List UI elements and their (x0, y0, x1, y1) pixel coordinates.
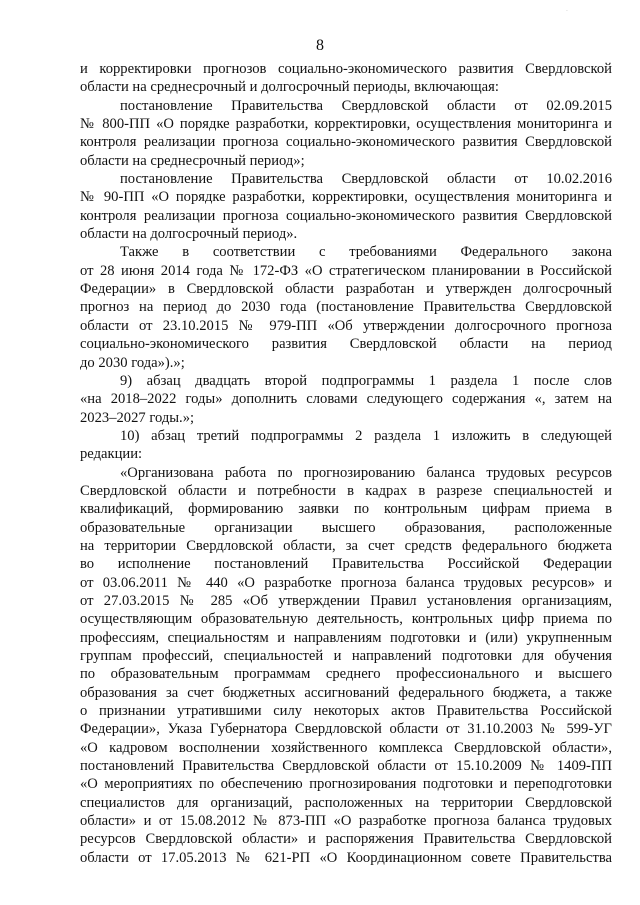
text-line: постановление Правительства Свердловской области от 02.09.2015 (120, 97, 612, 114)
text-line: постановлений Правительства Свердловской области от 15.10.2009 № 1409-ПП (80, 758, 612, 775)
text-line: области на среднесрочный период»; (80, 152, 305, 169)
text-line: области на долгосрочный период». (80, 226, 298, 243)
text-line: ресурсов Свердловской области» и распоряжения Правительства Свердловской (80, 831, 612, 848)
text-line: области на среднесрочный и долгосрочный периоды, включающая: (80, 79, 499, 96)
text-line: Также в соответствии с требованиями Федерального закона (120, 244, 612, 261)
text-line: во исполнение постановлений Правительства Российской Федерации (80, 556, 612, 573)
text-line: образовательные организации высшего образования, расположенные (80, 519, 612, 536)
text-line: области от 23.10.2015 № 979-ПП «Об утверждении долгосрочного прогноза (80, 317, 612, 334)
corner-mark: . (566, 6, 568, 13)
text-line: прогноз на период до 2030 года (постановление Правительства Свердловской (80, 299, 612, 316)
text-line: постановление Правительства Свердловской области от 10.02.2016 (120, 171, 612, 188)
text-line: и корректировки прогнозов социально-экономического развития Свердловской (80, 61, 612, 77)
page-number: 8 (316, 37, 324, 54)
text-line: квалификаций, формированию заявки по контрольным цифрам приема в (80, 501, 612, 518)
text-line: № 90-ПП «О порядке разработки, корректировки, осуществления мониторинга и (80, 189, 612, 206)
text-line: контроля реализации прогноза социально-экономического развития Свердловской (80, 134, 612, 151)
text-line: на территории Свердловской области, за счет средств федерального бюджета (80, 537, 612, 554)
text-line: Свердловской области и потребности в кадрах в разрезе специальностей и (80, 482, 612, 499)
text-line: от 27.03.2015 № 285 «Об утверждении Правил установления организациям, (80, 592, 612, 609)
text-line: «О мероприятиях по обеспечению прогнозирования подготовки и переподготовки (80, 776, 612, 793)
text-line: социально-экономического развития Свердловской области на период (80, 336, 612, 353)
text-line: по образовательным программам среднего профессионального и высшего (80, 666, 612, 683)
text-line: группам профессий, специальностей и направлений подготовки для обучения (80, 648, 612, 664)
text-line: редакции: (80, 446, 143, 463)
text-line: 10) абзац третий подпрограммы 2 раздела 1 изложить в следующей (120, 427, 612, 444)
text-line: Федерации», Указа Губернатора Свердловской области от 31.10.2003 № 599-УГ (80, 721, 612, 738)
text-line: от 28 июня 2014 года № 172-ФЗ «О стратегическом планировании в Российской (80, 262, 612, 279)
text-line: специалистов для организаций, расположенных на территории Свердловской (80, 794, 612, 811)
document-body (80, 60, 612, 867)
text-line: 2023–2027 годы.»; (80, 409, 195, 426)
text-line: области» и от 15.08.2012 № 873-ПП «О разработке прогноза баланса трудовых (80, 813, 612, 830)
text-line: «на 2018–2022 годы» дополнить словами следующего содержания «, затем на (80, 391, 612, 408)
text-line: № 800-ПП «О порядке разработки, корректировки, осуществления мониторинга и (80, 116, 612, 133)
text-line: профессиям, специальностям и направлениям подготовки и (или) укрупненным (80, 629, 612, 646)
text-line: 9) абзац двадцать второй подпрограммы 1 раздела 1 после слов (120, 372, 612, 389)
text-line: до 2030 года»).»; (80, 354, 185, 371)
text-line: от 03.06.2011 № 440 «О разработке прогноза баланса трудовых ресурсов» и (80, 574, 612, 591)
text-line: образования за счет бюджетных ассигнований федерального бюджета, а также (80, 684, 612, 701)
text-line: осуществляющим образовательную деятельность, контрольных цифр приема по (80, 611, 612, 628)
text-line: Федерации» в Свердловской области разработан и утвержден долгосрочный (80, 281, 612, 298)
text-line: «О кадровом восполнении хозяйственного комплекса Свердловской области», (80, 739, 612, 756)
text-line: «Организована работа по прогнозированию баланса трудовых ресурсов (120, 464, 612, 481)
text-line: о признании утратившими силу некоторых актов Правительства Российской (80, 703, 612, 720)
text-line: области от 17.05.2013 № 621-РП «О Координационном совете Правительства (80, 849, 612, 866)
text-line: контроля реализации прогноза социально-экономического развития Свердловской (80, 207, 612, 224)
